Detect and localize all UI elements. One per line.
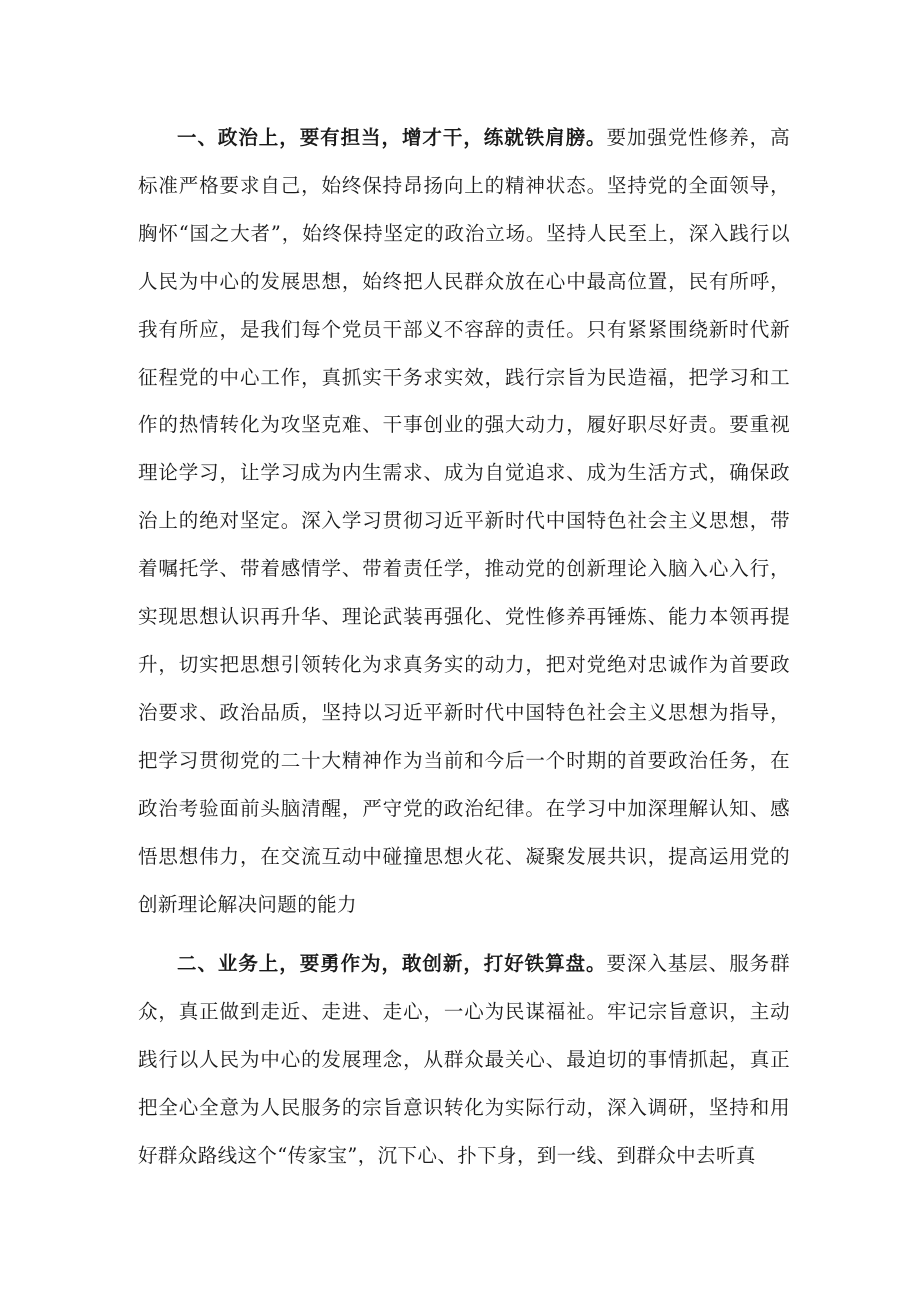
paragraph-text-political: 要加强党性修养，高标准严格要求自己，始终保持昂扬向上的精神状态。坚持党的全面领导，胸怀“国之大者”，始终保持坚定的政治立场。坚持人民至上，深入践行以人民为中心的发展思想，始终把人民群众放在心中最高位置，民有所呼，我有所应，是我们每个党员干部义不容辞的责任。只有紧紧围绕新时代新征程党的中心工作，真抓实干务求实效，践行宗旨为民造福，把学习和工作的热情转化为攻坚克难、干事创业的强大动力，履好职尽好责。要重视理论学习，让学习成为内生需求、成为自觉追求、成为生活方式，确保政治上的绝对坚定。深入学习贯彻习近平新时代中国特色社会主义思想，带着嘱托学、带着感情学、带着责任学，推动党的创新理论入脑入心入行，实现思想认识再升华、理论武装再强化、党性修养再锤炼、能力本领再提升，切实把思想引领转化为求真务实的动力，把对党绝对忠诚作为首要政治要求、政治品质，坚持以习近平新时代中国特色社会主义思想为指导，把学习贯彻党的二十大精神作为当前和今后一个时期的首要政治任务，在政治考验面前头脑清醒，严守党的政治纪律。在学习中加深理解认知、感悟思想伟力，在交流互动中碰撞思想火花、凝聚发展共识，提高运用党的创新理论解决问题的能力 — [138, 126, 790, 916]
paragraph-business — [138, 940, 790, 1180]
paragraph-text-business: 要深入基层、服务群众，真正做到走近、走进、走心，一心为民谋福祉。牢记宗旨意识，主动践行以人民为中心的发展理念，从群众最关心、最迫切的事情抓起，真正把全心全意为人民服务的宗旨意识转化为实际行动，深入调研，坚持和用好群众路线这个“传家宝”，沉下心、扑下身，到一线、到群众中去听真 — [138, 952, 790, 1168]
paragraph-political — [138, 114, 790, 928]
paragraph-heading-political: 一、政治上，要有担当，增才干，练就铁肩膀。 — [177, 126, 607, 149]
document-body — [138, 114, 790, 1180]
paragraph-heading-business: 二、业务上，要勇作为，敢创新，打好铁算盘。 — [177, 952, 607, 976]
